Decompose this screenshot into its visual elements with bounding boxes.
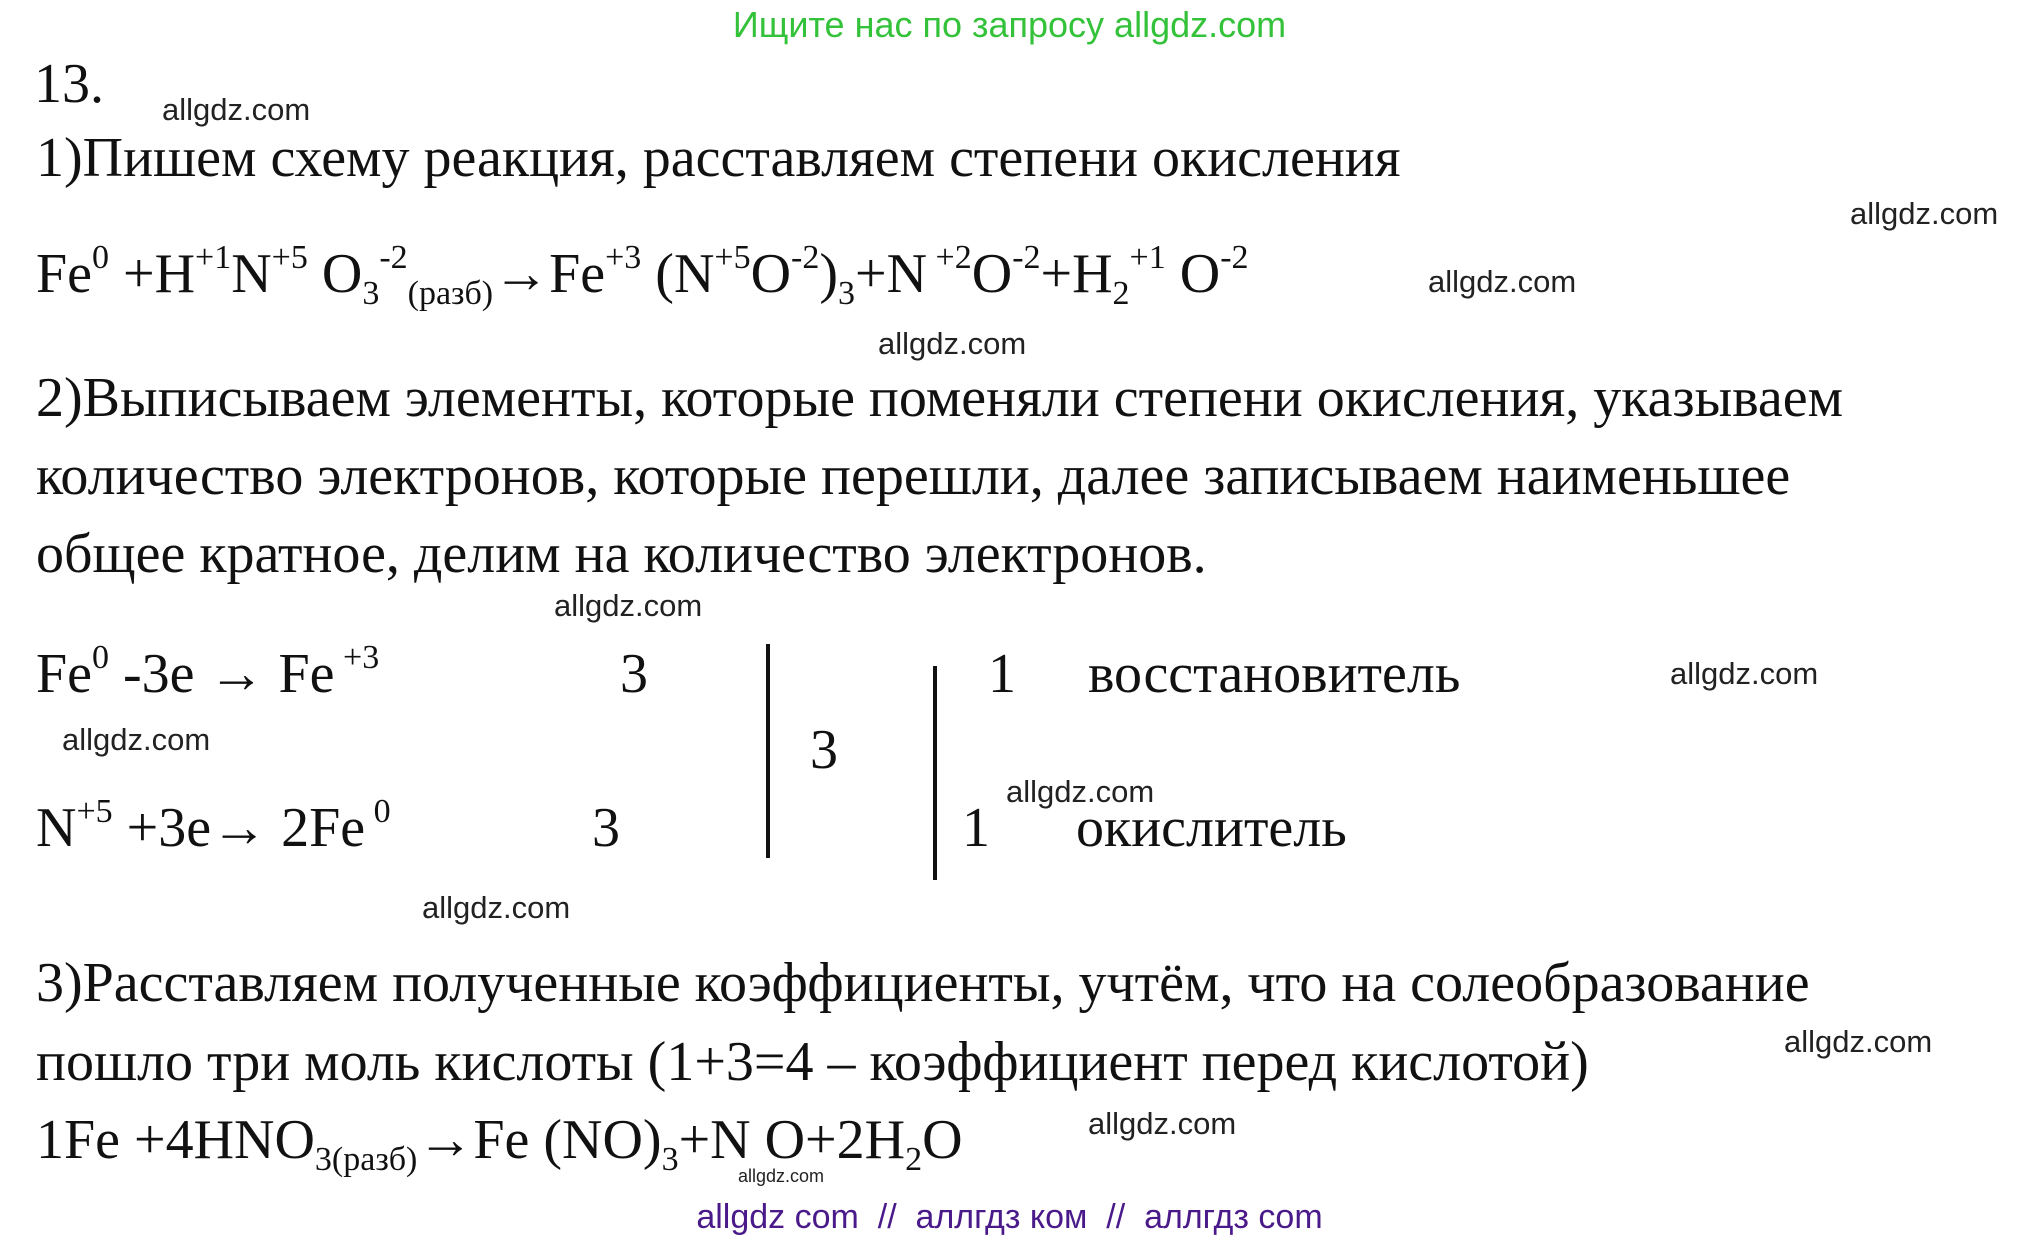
balance-divider-left: [766, 644, 770, 858]
footer-text: allgdz com // аллгдз ком // аллгдз com: [696, 1198, 1323, 1236]
step3-line2: пошло три моль кислоты (1+3=4 – коэффициент перед кислотой): [36, 1031, 1589, 1093]
watermark: allgdz.com: [878, 326, 1027, 361]
step2-line2: количество электронов, которые перешли, далее записываем наименьшее: [36, 445, 1791, 507]
watermark: allgdz.com: [738, 1166, 825, 1186]
balance-row1-role: восстановитель: [1088, 643, 1461, 705]
watermark: allgdz.com: [422, 890, 571, 925]
balance-row2-coefficient: 1: [962, 797, 990, 859]
search-hint: Ищите нас по запросу allgdz.com: [732, 4, 1287, 45]
watermark: allgdz.com: [1088, 1106, 1237, 1141]
watermark: allgdz.com: [1850, 196, 1999, 231]
balance-row1-electrons: 3: [620, 643, 648, 705]
equation-initial: $Fe^0 +H^{+1}N^{+5}$ $O_3^{-2}_{(разб)}\to Fe^{+3}$ $(N^{+5}O^{-2})_3+N$ $^{+2}O^{-2}+H_2^{+1}$ $O^{-2}$: [36, 239, 1249, 312]
equation-final: $1Fe +4HNO_{3(разб)}\to Fe$ $(NO)_3+N$ $O+2H_2O$: [36, 1109, 963, 1178]
balance-row2-electrons: 3: [592, 797, 620, 859]
step2-line3: общее кратное, делим на количество электронов.: [36, 523, 1207, 585]
watermark: allgdz.com: [1670, 656, 1819, 691]
balance-row1-coefficient: 1: [988, 643, 1016, 705]
watermark: allgdz.com: [1428, 264, 1577, 299]
watermark: allgdz.com: [1784, 1024, 1933, 1059]
balance-row2-equation: $N^{+5} +3e\to 2Fe$ $^0$: [36, 793, 391, 859]
watermark: allgdz.com: [1006, 774, 1155, 809]
watermark: allgdz.com: [62, 722, 211, 757]
task-number: 13.: [34, 53, 104, 115]
balance-row1-equation: Fe$^0$ -3e → Fe $^{+3}$: [36, 639, 380, 705]
watermark: allgdz.com: [554, 588, 703, 623]
watermark: allgdz.com: [162, 92, 311, 127]
step2-line1: 2)Выписываем элементы, которые поменяли степени окисления, указываем: [36, 367, 1844, 429]
balance-row2-role: окислитель: [1076, 797, 1347, 859]
balance-divider-right: [933, 666, 937, 880]
balance-lcm: 3: [810, 719, 838, 781]
step3-line1: 3)Расставляем полученные коэффициенты, учтём, что на солеобразование: [36, 952, 1810, 1014]
step1-text: 1)Пишем схему реакция, расставляем степени окисления: [36, 127, 1401, 189]
